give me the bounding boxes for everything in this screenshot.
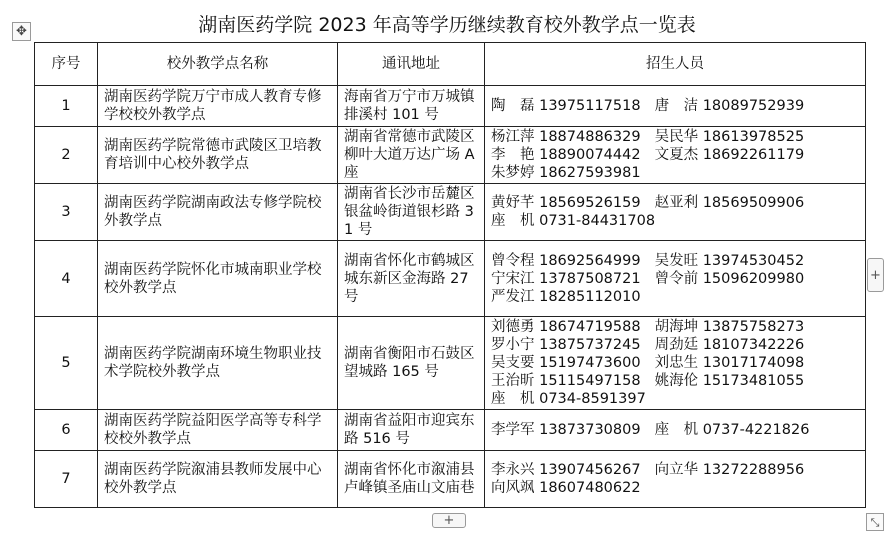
recruiters-cell[interactable]	[485, 317, 866, 410]
contact-entry: 座 机 0731-84431708	[491, 213, 656, 229]
row-index[interactable]: 4	[35, 241, 98, 317]
contact-entry: 李 艳 18890074442	[491, 147, 641, 163]
contact-entry: 吴发旺 13974530452	[654, 252, 805, 269]
contact-entry: 杨江萍 18874886329	[491, 129, 641, 145]
row-index[interactable]: 2	[35, 127, 98, 184]
contact-entry: 曾令前 15096209980	[654, 270, 805, 287]
address-cell[interactable]: 湖南省长沙市岳麓区银盆岭街道银杉路 31 号	[338, 184, 485, 241]
contact-entry: 李永兴 13907456267	[491, 462, 641, 478]
contact-entry: 唐 洁 18089752939	[654, 98, 805, 114]
contact-line	[491, 390, 859, 408]
recruiters-cell[interactable]	[485, 184, 866, 241]
contact-entry: 朱梦婷 18627593981	[491, 165, 641, 181]
contact-line	[491, 270, 859, 288]
contact-entry: 周劲廷 18107342226	[654, 337, 805, 353]
contact-line	[491, 194, 859, 212]
recruiters-cell[interactable]	[485, 451, 866, 508]
table-row	[35, 451, 866, 508]
contact-line	[491, 372, 859, 390]
contact-entry: 吴支要 15197473600	[491, 355, 641, 371]
contact-line	[491, 97, 859, 115]
contact-entry: 胡海坤 13875758273	[654, 319, 805, 335]
contact-entry: 向立华 13272288956	[654, 462, 805, 478]
contact-entry: 座 机 0734-8591397	[491, 391, 646, 407]
site-name-cell[interactable]: 湖南医药学院益阳医学高等专科学校校外教学点	[98, 410, 338, 451]
table-row	[35, 410, 866, 451]
contact-line	[491, 318, 859, 336]
contact-entry: 王治昕 15115497158	[491, 373, 641, 389]
table-row	[35, 127, 866, 184]
address-cell[interactable]: 湖南省怀化市溆浦县卢峰镇圣庙山文庙巷	[338, 451, 485, 508]
contact-entry: 吴民华 18613978525	[654, 129, 805, 145]
recruiters-cell[interactable]	[485, 410, 866, 451]
contact-entry: 曾令程 18692564999	[491, 252, 641, 269]
contact-line	[491, 336, 859, 354]
contact-entry: 严发江 18285112010	[491, 288, 641, 305]
site-name-cell[interactable]: 湖南医药学院常德市武陵区卫培教育培训中心校外教学点	[98, 127, 338, 184]
contact-entry: 罗小宁 13875737245	[491, 337, 641, 353]
site-name-cell[interactable]: 湖南医药学院湖南环境生物职业技术学院校外教学点	[98, 317, 338, 410]
address-cell[interactable]: 湖南省衡阳市石鼓区望城路 165 号	[338, 317, 485, 410]
contact-line	[491, 354, 859, 372]
contact-entry: 宁宋江 13787508721	[491, 270, 641, 287]
header-index: 序号	[35, 43, 98, 86]
contact-entry: 黄妤芊 18569526159	[491, 195, 641, 211]
contact-line	[491, 421, 859, 439]
address-cell[interactable]: 湖南省常德市武陵区柳叶大道万达广场 A 座	[338, 127, 485, 184]
table-row	[35, 241, 866, 317]
teaching-site-table	[34, 42, 866, 508]
contact-line	[491, 288, 859, 306]
recruiters-cell[interactable]	[485, 86, 866, 127]
header-address: 通讯地址	[338, 43, 485, 86]
page-title: 湖南医药学院 2023 年高等学历继续教育校外教学点一览表	[198, 14, 696, 36]
row-index[interactable]: 7	[35, 451, 98, 508]
contact-entry: 向风飒 18607480622	[491, 480, 641, 496]
contact-line	[491, 164, 859, 182]
contact-line	[491, 212, 859, 230]
contact-entry: 座 机 0737-4221826	[654, 422, 810, 438]
table-resize-handle-icon[interactable]: ⤡	[866, 513, 884, 531]
table-row	[35, 184, 866, 241]
contact-line	[491, 128, 859, 146]
recruiters-cell[interactable]	[485, 241, 866, 317]
table-header-row	[35, 43, 866, 86]
contact-line	[491, 461, 859, 479]
site-name-cell[interactable]: 湖南医药学院湖南政法专修学院校外教学点	[98, 184, 338, 241]
row-index[interactable]: 1	[35, 86, 98, 127]
row-index[interactable]: 5	[35, 317, 98, 410]
table-row	[35, 86, 866, 127]
table-row	[35, 317, 866, 410]
contact-entry: 刘忠生 13017174098	[654, 355, 805, 371]
row-index[interactable]: 6	[35, 410, 98, 451]
recruiters-cell[interactable]	[485, 127, 866, 184]
contact-entry: 陶 磊 13975117518	[491, 98, 641, 114]
site-name-cell[interactable]: 湖南医药学院怀化市城南职业学校校外教学点	[98, 241, 338, 317]
contact-entry: 李学军 13873730809	[491, 422, 641, 438]
header-recruiters: 招生人员	[485, 43, 866, 86]
contact-entry: 刘德勇 18674719588	[491, 319, 641, 335]
contact-line	[491, 479, 859, 497]
row-index[interactable]: 3	[35, 184, 98, 241]
address-cell[interactable]: 海南省万宁市万城镇排溪村 101 号	[338, 86, 485, 127]
contact-entry: 姚海伦 15173481055	[654, 373, 805, 389]
add-row-button[interactable]: +	[432, 513, 466, 528]
add-column-button[interactable]: +	[867, 258, 884, 292]
address-cell[interactable]: 湖南省怀化市鹤城区城东新区金海路 27 号	[338, 241, 485, 317]
contact-entry: 文夏杰 18692261179	[654, 147, 805, 163]
header-site-name: 校外教学点名称	[98, 43, 338, 86]
address-cell[interactable]: 湖南省益阳市迎宾东路 516 号	[338, 410, 485, 451]
contact-line	[491, 146, 859, 164]
table-move-handle-icon[interactable]: ✥	[12, 22, 31, 41]
site-name-cell[interactable]: 湖南医药学院溆浦县教师发展中心校外教学点	[98, 451, 338, 508]
site-name-cell[interactable]: 湖南医药学院万宁市成人教育专修学校校外教学点	[98, 86, 338, 127]
contact-entry: 赵亚利 18569509906	[654, 195, 805, 211]
contact-line	[491, 252, 859, 270]
